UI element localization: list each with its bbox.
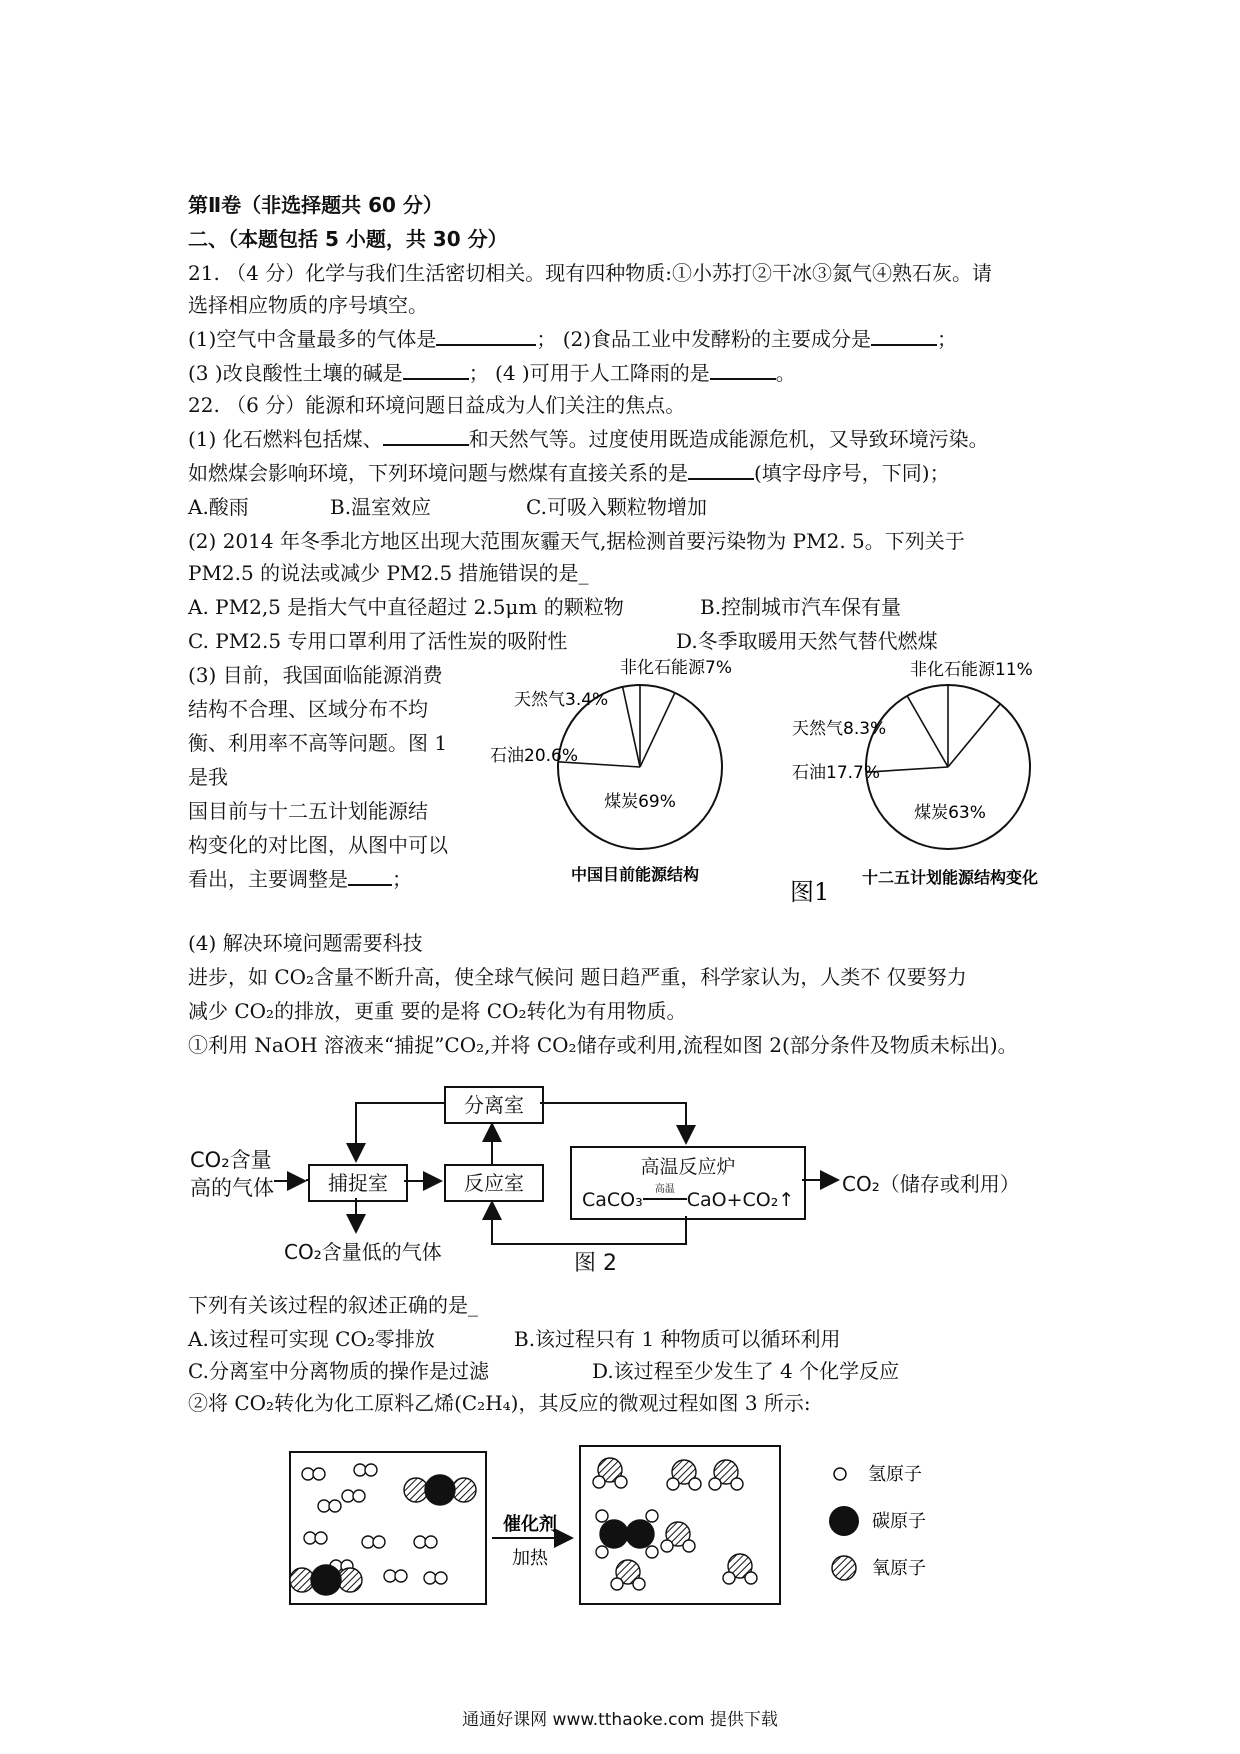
hydrogen-atom	[611, 1578, 623, 1590]
hydrogen-atom	[683, 1540, 695, 1552]
hydrogen-atom	[354, 1464, 366, 1476]
q21-part4-text: ； (4 )可用于人工降雨的是	[468, 361, 710, 385]
q22-sub2-line2: PM2.5 的说法或减少 PM2.5 措施错误的是_	[188, 561, 589, 585]
arrow-separation-capture	[356, 1103, 444, 1161]
hydrogen-atom	[646, 1546, 658, 1558]
q22-sub3-end: ；	[392, 867, 412, 891]
pie1-label-nonfossil: 非化石能源7%	[620, 658, 732, 678]
hydrogen-atom	[661, 1540, 673, 1552]
hydrogen-atom	[667, 1478, 679, 1490]
carbon-atom-icon	[829, 1506, 859, 1536]
pie1-label-oil: 石油20.6%	[490, 746, 579, 766]
q22-sub4-option-b: B.该过程只有 1 种物质可以循环利用	[514, 1327, 841, 1351]
q22-sub3-line: 衡、利用率不高等问题。图 1	[188, 731, 448, 755]
carbon-atom	[626, 1520, 654, 1548]
q22-sub4-line: ①利用 NaOH 溶液来“捕捉”CO₂,并将 CO₂储存或利用,流程如图 2(部分条件及物质未标出)。	[188, 1033, 1018, 1057]
hydrogen-atom	[313, 1468, 325, 1480]
q22-sub1-text-b: 和天然气等。过度使用既造成能源危机，又导致环境污染。	[468, 427, 989, 451]
product-molecules	[593, 1458, 757, 1590]
legend-oxygen: 氧原子	[872, 1558, 926, 1579]
reactant-molecules	[290, 1464, 476, 1595]
fig2-eq-right: CaO+CO₂↑	[686, 1189, 795, 1211]
q22-sub4-line: (4) 解决环境问题需要科技	[188, 931, 423, 955]
q22-sub1-text-d: (填字母序号，下同)；	[754, 461, 950, 485]
oxygen-atom-icon	[832, 1556, 856, 1580]
hydrogen-atom	[745, 1572, 757, 1584]
hydrogen-atom	[709, 1478, 721, 1490]
q22-sub2-option-a: A. PM2,5 是指大气中直径超过 2.5μm 的颗粒物	[188, 595, 624, 619]
hydrogen-atom	[414, 1536, 426, 1548]
q22-sub3-line: 结构不合理、区域分布不均	[188, 697, 428, 721]
hydrogen-atom	[424, 1572, 436, 1584]
figure-1-caption: 图1	[790, 878, 830, 906]
q22-stem: 22. （6 分）能源和环境问题日益成为人们关注的焦点。	[188, 393, 686, 417]
q22-sub1-text-c: 如燃煤会影响环境，下列环境问题与燃煤有直接关系的是	[188, 461, 688, 485]
q22-sub2-option-b: B.控制城市汽车保有量	[700, 595, 902, 619]
q22-sub1-option-b: B.温室效应	[330, 495, 432, 519]
hydrogen-atom	[689, 1478, 701, 1490]
hydrogen-atom	[395, 1570, 407, 1582]
part-title: 二、（本题包括 5 小题，共 30 分）	[188, 227, 508, 251]
legend-carbon: 碳原子	[872, 1511, 926, 1532]
heat-label: 加热	[512, 1548, 548, 1569]
q21-stem-1: 21. （4 分）化学与我们生活密切相关。现有四种物质:①小苏打②干冰③氮气④熟石灰。请	[188, 261, 992, 285]
fig2-reaction-box: 反应室	[444, 1164, 544, 1202]
hydrogen-atom	[373, 1536, 385, 1548]
legend-hydrogen: 氢原子	[868, 1464, 922, 1485]
q22-sub4-option-d: D.该过程至少发生了 4 个化学反应	[592, 1359, 900, 1383]
hydrogen-atom	[646, 1510, 658, 1522]
q22-sub2-option-d: D.冬季取暖用天然气替代燃煤	[676, 629, 938, 653]
pie2-label-gas: 天然气8.3%	[792, 719, 887, 739]
q22-sub3-line: (3) 目前，我国面临能源消费	[188, 663, 443, 687]
q21-part1-text: (1)空气中含量最多的气体是	[188, 327, 437, 351]
q21-part2-text: ； (2)食品工业中发酵粉的主要成分是	[536, 327, 872, 351]
fig2-separation-box: 分离室	[444, 1086, 544, 1124]
hydrogen-atom	[302, 1468, 314, 1480]
q22-sub4-option-c: C.分离室中分离物质的操作是过滤	[188, 1359, 489, 1383]
hydrogen-atom	[435, 1572, 447, 1584]
catalyst-label: 催化剂	[503, 1514, 557, 1535]
pie2-label-oil: 石油17.7%	[792, 763, 881, 783]
q22-sub1-option-a: A.酸雨	[188, 495, 249, 519]
pie1-label-gas: 天然气3.4%	[514, 690, 609, 710]
fig2-capture-box: 捕捉室	[308, 1164, 408, 1202]
q22-sub4-line: 进步，如 CO₂含量不断升高，使全球气候问 题日趋严重，科学家认为，人类不 仅要努力	[188, 965, 967, 989]
hydrogen-atom	[304, 1532, 316, 1544]
hydrogen-atom	[723, 1572, 735, 1584]
hydrogen-atom	[342, 1490, 354, 1502]
carbon-atom	[311, 1565, 341, 1595]
pie1-label-coal: 煤炭69%	[604, 792, 676, 812]
q21-end: ；	[937, 327, 958, 351]
section-title: 第Ⅱ卷（非选择题共 60 分）	[188, 193, 443, 217]
hydrogen-atom	[362, 1536, 374, 1548]
carbon-atom	[425, 1475, 455, 1505]
q22-sub4-part2: ②将 CO₂转化为化工原料乙烯(C₂H₄)，其反应的微观过程如图 3 所示:	[188, 1391, 811, 1415]
q22-sub1-option-c: C.可吸入颗粒物增加	[526, 495, 707, 519]
arrow-separation-furnace	[540, 1103, 686, 1143]
q22-sub4-line: 减少 CO₂的排放，更重 要的是将 CO₂转化为有用物质。	[188, 999, 687, 1023]
hydrogen-atom	[596, 1510, 608, 1522]
fig2-caption: 图 2	[574, 1251, 617, 1276]
fig2-low-label: CO₂含量低的气体	[284, 1240, 442, 1264]
q22-sub3-line: 构变化的对比图，从图中可以	[188, 833, 448, 857]
pie2-label-nonfossil: 非化石能源11%	[910, 660, 1033, 680]
q22-sub3-line: 是我	[188, 765, 228, 789]
fig2-input-line: CO₂含量	[190, 1148, 272, 1172]
hydrogen-atom	[596, 1546, 608, 1558]
hydrogen-atom	[731, 1478, 743, 1490]
hydrogen-atom	[365, 1464, 377, 1476]
q22-sub3-text: 看出，主要调整是	[188, 867, 348, 891]
page-footer: 通通好课网 www.tthaoke.com 提供下载	[462, 1710, 778, 1730]
q22-sub3-line: 国目前与十二五计划能源结	[188, 799, 428, 823]
q22-sub1-text-a: (1) 化石燃料包括煤、	[188, 427, 383, 451]
q21-end: 。	[775, 361, 796, 385]
q21-stem-2: 选择相应物质的序号填空。	[188, 293, 428, 317]
pie2-title: 十二五计划能源结构变化	[861, 868, 1039, 887]
pie2-label-coal: 煤炭63%	[914, 803, 986, 823]
hydrogen-atom	[315, 1532, 327, 1544]
q21-part3-text: (3 )改良酸性土壤的碱是	[188, 361, 403, 385]
q22-sub4-question: 下列有关该过程的叙述正确的是_	[188, 1293, 478, 1317]
fig2-furnace-title: 高温反应炉	[640, 1156, 736, 1178]
fig2-input-line: 高的气体	[190, 1176, 274, 1200]
hydrogen-atom	[329, 1500, 341, 1512]
fig2-output-label: CO₂（储存或利用）	[842, 1172, 1020, 1196]
fig2-eq-left: CaCO₃	[582, 1189, 643, 1211]
q22-sub2-option-c: C. PM2.5 专用口罩利用了活性炭的吸附性	[188, 629, 568, 653]
fig2-eq-condition: 高温	[654, 1184, 675, 1195]
hydrogen-atom	[353, 1490, 365, 1502]
pie1-title: 中国目前能源结构	[570, 865, 700, 884]
hydrogen-atom-icon	[834, 1468, 846, 1480]
hydrogen-atom	[425, 1536, 437, 1548]
hydrogen-atom	[384, 1570, 396, 1582]
q22-sub2-line1: (2) 2014 年冬季北方地区出现大范围灰霾天气,据检测首要污染物为 PM2. 5。下列关于	[188, 529, 965, 553]
hydrogen-atom	[318, 1500, 330, 1512]
figure-3-molecules	[280, 1438, 1000, 1618]
arrow-furnace-reaction	[492, 1202, 686, 1244]
hydrogen-atom	[615, 1476, 627, 1488]
hydrogen-atom	[633, 1578, 645, 1590]
hydrogen-atom	[593, 1476, 605, 1488]
q22-sub4-option-a: A.该过程可实现 CO₂零排放	[188, 1327, 435, 1351]
carbon-atom	[600, 1520, 628, 1548]
